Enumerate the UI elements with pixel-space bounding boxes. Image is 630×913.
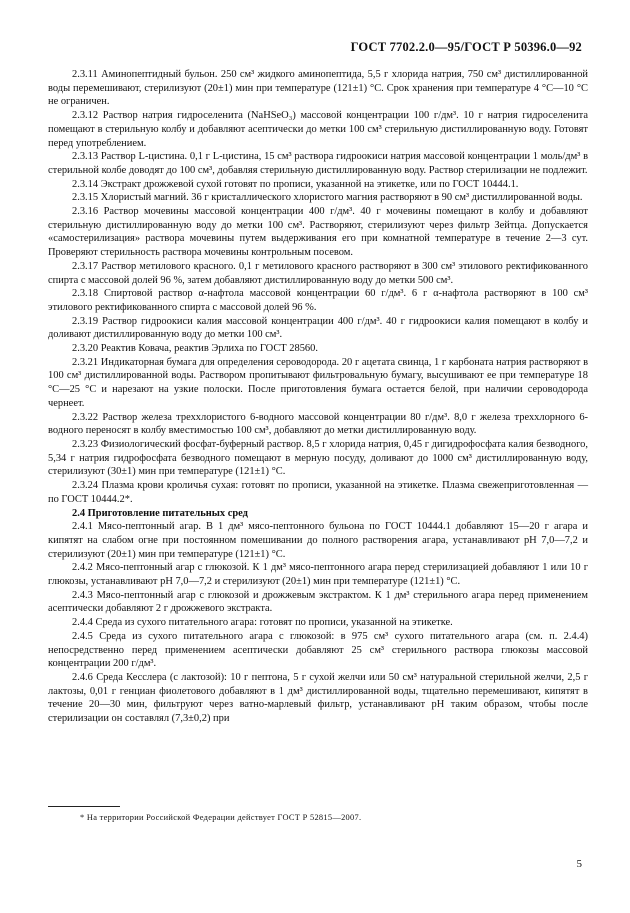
paragraph-number: 2.4.2 bbox=[72, 562, 93, 574]
paragraph bbox=[48, 68, 588, 109]
paragraph bbox=[48, 150, 588, 177]
paragraph-group-2-3 bbox=[48, 68, 588, 507]
paragraph bbox=[48, 589, 588, 616]
paragraph-text: Среда из сухого питательного агара с глюкозой: в 975 см³ сухого питательного агара (см. п. 2.4.4) непосредственно перед применением асептически добавляют 25 см³ стерильного раствора глюкозы массовой концентрации 200 г/дм³. bbox=[48, 630, 589, 670]
paragraph-text: Среда Кесслера (с лактозой): 10 г пептона, 5 г сухой желчи или 50 см³ натуральной стерильной желчи, 2,5 г лактозы, 0,01 г генциан фиолетового добавляют в 1 дм³ дистиллированной воды, тщательно перемешивают, кипятят в течение 20—30 мин, фильтруют через ватно-марлевый фильтр, устанавливают pH таким образом, чтобы после стерилизации он составлял (7,3±0,2) при bbox=[48, 671, 589, 725]
paragraph-group-2-4 bbox=[48, 520, 588, 726]
section-title: Приготовление питательных сред bbox=[87, 507, 248, 519]
paragraph-number: 2.3.15 bbox=[72, 192, 99, 204]
paragraph bbox=[48, 191, 588, 205]
paragraph-text: Плазма крови кроличья сухая: готовят по прописи, указанной на этикетке. Плазма свежеприготовленная — по ГОСТ 10444.2*. bbox=[48, 480, 589, 505]
paragraph-text: Мясо-пептонный агар с глюкозой и дрожжевым экстрактом. К 1 дм³ стерильного агара перед применением асептически добавляют 2 г дрожжевого экстракта. bbox=[48, 589, 589, 615]
paragraph-text: Хлористый магний. 36 г кристаллического хлористого магния растворяют в 90 см³ дистиллированной воды. bbox=[100, 192, 583, 204]
paragraph bbox=[48, 109, 588, 150]
paragraph-number: 2.3.12 bbox=[72, 110, 99, 122]
paragraph bbox=[48, 671, 588, 726]
paragraph bbox=[48, 411, 588, 438]
page-number: 5 bbox=[576, 858, 582, 870]
paragraph bbox=[48, 520, 588, 561]
paragraph bbox=[48, 178, 588, 192]
footnote-divider bbox=[48, 806, 120, 807]
paragraph-text: Реактив Ковача, реактив Эрлиха по ГОСТ 28560. bbox=[100, 343, 318, 355]
paragraph-number: 2.3.22 bbox=[72, 411, 99, 423]
paragraph bbox=[48, 561, 588, 588]
paragraph bbox=[48, 287, 588, 314]
paragraph bbox=[48, 479, 588, 506]
paragraph-text: Раствор гидроокиси калия массовой концентрации 400 г/дм³. 40 г гидроокиси калия помещают в колбу и доливают дистиллированную воду до метки 100 см³. bbox=[48, 315, 589, 341]
paragraph bbox=[48, 260, 588, 287]
paragraph bbox=[48, 205, 588, 260]
paragraph-number: 2.3.14 bbox=[72, 178, 99, 190]
paragraph-text: Среда из сухого питательного агара: готовят по прописи, указанной на этикетке. bbox=[95, 617, 453, 629]
section-heading bbox=[48, 507, 588, 521]
paragraph-text: Раствор L-цистина. 0,1 г L-цистина, 15 см³ раствора гидроокиси натрия массовой концентрации 1 моль/дм³ в стерильной колбе доводят до 100 см³, добавляя стерильную дистиллированную воду. Раствор стерилизации не подлежит. bbox=[48, 151, 589, 176]
paragraph bbox=[48, 342, 588, 356]
paragraph-text: Раствор железа треххлористого 6-водного массовой концентрации 80 г/дм³. 8,0 г железа треххлорного 6-водного переносят в колбу вместимостью 100 см³, добавляют до метки дистиллированную воду. bbox=[48, 411, 589, 437]
paragraph bbox=[48, 315, 588, 342]
paragraph-text: Раствор мочевины массовой концентрации 400 г/дм³. 40 г мочевины помещают в колбу и добавляют стерильную дистиллированную воду до метки 100 см³. Растворяют, стерилизуют через фильтр Зейтца. Допускается «самостерилизация» раствора мочевины путем выдерживания его при комнатной температуре в течение 2—3 сут. Проверяют стерильность раствора мочевины контрольным посевом. bbox=[48, 206, 588, 259]
paragraph-text: Раствор метилового красного. 0,1 г метилового красного растворяют в 300 см³ этилового ректификованного спирта с массовой долей 96 %, затем добавляют дистиллированную воду до метки 500 см³. bbox=[48, 260, 588, 286]
paragraph-number: 2.4.1 bbox=[72, 521, 93, 533]
paragraph-number: 2.3.23 bbox=[72, 438, 99, 450]
paragraph-text: Физиологический фосфат-буферный раствор. 8,5 г хлорида натрия, 0,45 г дигидрофосфата калия безводного, 5,34 г натрия гидрофосфата безводного помещают в мерную посуду, доливают до 1000 см³ дистиллированную воду, стерилизуют (30±1) мин при температуре (121±1) °С. bbox=[48, 438, 589, 478]
paragraph-text: Аминопептидный бульон. 250 см³ жидкого аминопептида, 5,5 г хлорида натрия, 750 см³ дистиллированной воды перемешивают, стерилизуют (20±1) мин при температуре (121±1) °С. Срок хранения при температуре 4 °С—10 °С не ограничен. bbox=[48, 69, 588, 108]
paragraph-number: 2.3.17 bbox=[72, 260, 99, 272]
section-number: 2.4 bbox=[72, 507, 86, 519]
paragraph bbox=[48, 616, 588, 630]
paragraph-text: Экстракт дрожжевой сухой готовят по прописи, указанной на этикетке, или по ГОСТ 10444.1. bbox=[100, 178, 519, 190]
paragraph-text: Мясо-пептонный агар. В 1 дм³ мясо-пептонного бульона по ГОСТ 10444.1 добавляют 15—20 г агара и кипятят на слабом огне при постоянном помешивании до полного растворения агара, устанавливают pH 7,0—7,2 и стерилизуют (20±1) мин при температуре (121±1) °С. bbox=[48, 521, 588, 560]
footnote: * На территории Российской Федерации действует ГОСТ Р 52815—2007. bbox=[80, 813, 362, 822]
paragraph-number: 2.3.20 bbox=[72, 343, 99, 355]
paragraph-text: Мясо-пептонный агар с глюкозой. К 1 дм³ мясо-пептонного агара перед стерилизацией добавляют 1 или 10 г глюкозы, устанавливают pH 7,0—7,2 и стерилизуют (20±1) мин при температуре (121±1) °С. bbox=[48, 562, 589, 588]
paragraph-number: 2.4.5 bbox=[72, 630, 93, 642]
document-body bbox=[48, 68, 588, 726]
paragraph-text: Индикаторная бумага для определения сероводорода. 20 г ацетата свинца, 1 г карбоната натрия растворяют в 100 см³ дистиллированной воды. Раствором пропитывают фильтровальную бумагу, высушивают ее при температуре 18 °С—25 °С и нарезают на узкие полоски. После приготовления бумага остается белой, при наличии сероводорода чернеет. bbox=[48, 356, 589, 409]
paragraph-text: Раствор натрия гидроселенита (NaHSeO₃) массовой концентрации 100 г/дм³. 10 г натрия гидроселенита помещают в стерильную колбу и добавляют асептически до метки 100 см³ стерильную дистиллированную воду. Готовят перед употреблением. bbox=[48, 110, 588, 149]
paragraph-number: 2.3.16 bbox=[72, 206, 99, 218]
document-header: ГОСТ 7702.2.0—95/ГОСТ Р 50396.0—92 bbox=[350, 40, 582, 54]
paragraph-number: 2.3.18 bbox=[72, 288, 99, 300]
paragraph bbox=[48, 356, 588, 411]
paragraph-number: 2.3.19 bbox=[72, 315, 99, 327]
paragraph-number: 2.4.6 bbox=[72, 671, 93, 683]
paragraph-number: 2.3.24 bbox=[72, 480, 99, 492]
paragraph-number: 2.3.11 bbox=[72, 69, 98, 80]
paragraph-number: 2.3.21 bbox=[72, 356, 99, 368]
paragraph bbox=[48, 630, 588, 671]
paragraph-text: Спиртовой раствор α-нафтола массовой концентрации 60 г/дм³. 6 г α-нафтола растворяют в 100 см³ этилового ректификованного спирта с массовой долей 96 %. bbox=[48, 288, 589, 313]
paragraph-number: 2.4.3 bbox=[72, 589, 93, 601]
paragraph-number: 2.4.4 bbox=[72, 617, 93, 629]
paragraph bbox=[48, 438, 588, 479]
paragraph-number: 2.3.13 bbox=[72, 151, 99, 163]
